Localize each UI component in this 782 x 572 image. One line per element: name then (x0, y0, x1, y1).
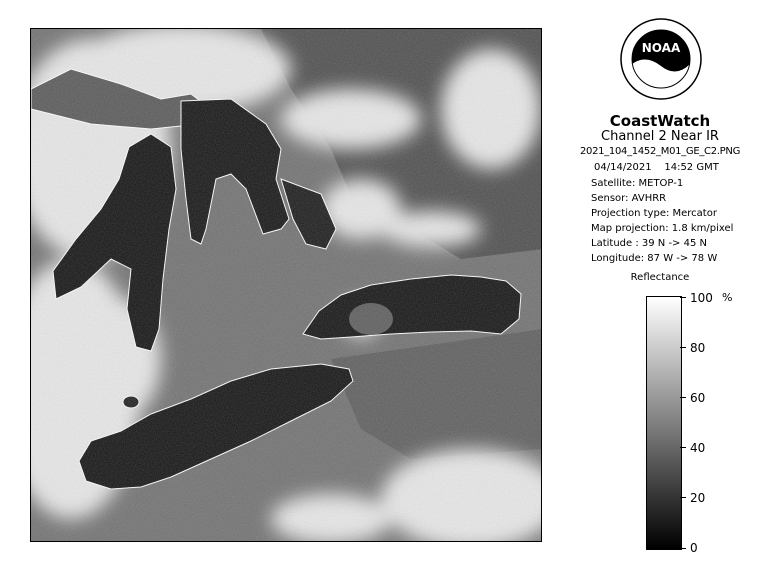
longitude-label: Longitude: 87 W -> 78 W (591, 253, 718, 264)
legend-unit: % (722, 291, 733, 304)
colorbar-tick (680, 347, 686, 348)
noaa-logo-icon (620, 18, 702, 100)
colorbar-tick (680, 548, 686, 549)
colorbar-tick-label: 80 (690, 341, 706, 355)
colorbar-tick-label: 40 (690, 441, 706, 455)
colorbar-tick-label: 20 (690, 491, 706, 505)
sensor-label: Sensor: AVHRR (591, 193, 667, 204)
projection-type-label: Projection type: Mercator (591, 208, 717, 219)
colorbar-tick-label: 100 (690, 291, 713, 305)
colorbar-tick (680, 497, 686, 498)
noaa-logo-text: NOAA (641, 41, 681, 55)
datetime-label: 04/14/2021 14:52 GMT (594, 162, 719, 173)
latitude-label: Latitude : 39 N -> 45 N (591, 238, 707, 249)
brand-title: CoastWatch (609, 112, 711, 130)
colorbar-tick-label: 0 (690, 541, 698, 555)
colorbar-tick (680, 297, 686, 298)
reflectance-colorbar (646, 296, 682, 550)
filename-label: 2021_104_1452_M01_GE_C2.PNG (579, 146, 741, 157)
colorbar-tick (680, 447, 686, 448)
colorbar-tick-label: 60 (690, 391, 706, 405)
map-projection-label: Map projection: 1.8 km/pixel (591, 223, 734, 234)
satellite-label: Satellite: METOP-1 (591, 178, 684, 189)
channel-label: Channel 2 Near IR (601, 129, 719, 144)
satellite-map (30, 28, 542, 542)
colorbar-tick (680, 397, 686, 398)
legend-title: Reflectance (630, 272, 690, 283)
